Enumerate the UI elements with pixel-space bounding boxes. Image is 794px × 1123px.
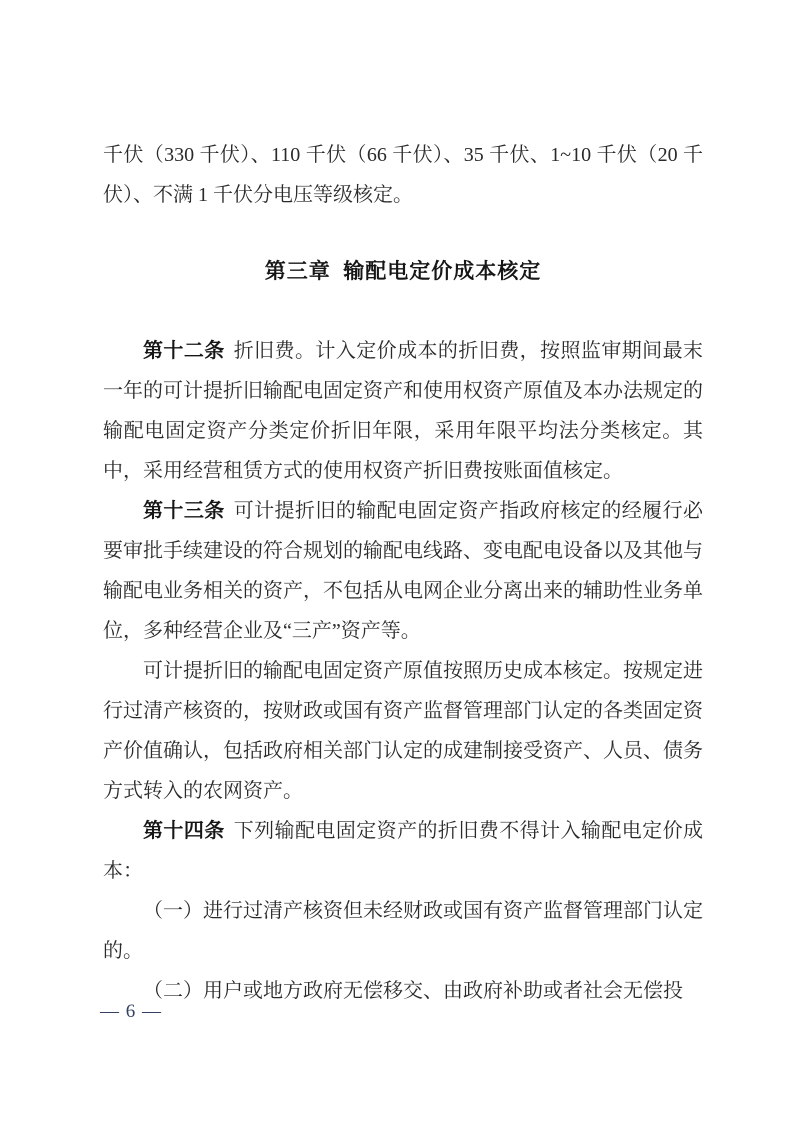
list-item-2 <box>103 971 703 1011</box>
paragraph-text: 可计提折旧的输配电固定资产原值按照历史成本核定。按规定进行过清产核资的，按财政或国有资产监督管理部门认定的各类固定资产价值确认，包括政府相关部门认定的成建制接受资产、人员、债务方式转入的农网资产。 <box>103 660 703 802</box>
page-number: — 6 — <box>100 1001 162 1022</box>
article-paragraph-14 <box>103 811 703 891</box>
article-number: 第十四条 <box>143 820 225 842</box>
chapter-heading <box>103 252 703 292</box>
paragraph-text: 可计提折旧的输配电固定资产指政府核定的经履行必要审批手续建设的符合规划的输配电线路、变电配电设备以及其他与输配电业务相关的资产，不包括从电网企业分离出来的辅助性业务单位，多种经营企业及“三产”资产等。 <box>103 500 704 642</box>
paragraph-text: 折旧费。计入定价成本的折旧费，按照监审期间最末一年的可计提折旧输配电固定资产和使用权资产原值及本办法规定的输配电固定资产分类定价折旧年限，采用年限平均法分类核定。其中，采用经营租赁方式的使用权资产折旧费按账面值核定。 <box>103 340 704 482</box>
chapter-title: 输配电定价成本核定 <box>343 260 542 283</box>
page-content <box>103 135 703 1011</box>
article-paragraph-13 <box>103 491 703 651</box>
list-item-1 <box>103 891 703 971</box>
body-paragraph <box>103 651 703 811</box>
chapter-number: 第三章 <box>264 260 331 283</box>
continuation-paragraph: 千伏（330 千伏）、110 千伏（66 千伏）、35 千伏、1~10 千伏（20 千伏）、不满 1 千伏分电压等级核定。 <box>103 144 703 206</box>
paragraph-text: （一）进行过清产核资但未经财政或国有资产监督管理部门认定的。 <box>103 900 703 962</box>
article-paragraph-12 <box>103 331 703 491</box>
paragraph-text: 下列输配电固定资产的折旧费不得计入输配电定价成本： <box>103 820 704 882</box>
article-number: 第十二条 <box>143 340 225 362</box>
paragraph-text: （二）用户或地方政府无偿移交、由政府补助或者社会无偿投 <box>143 980 683 1002</box>
article-number: 第十三条 <box>143 500 225 522</box>
